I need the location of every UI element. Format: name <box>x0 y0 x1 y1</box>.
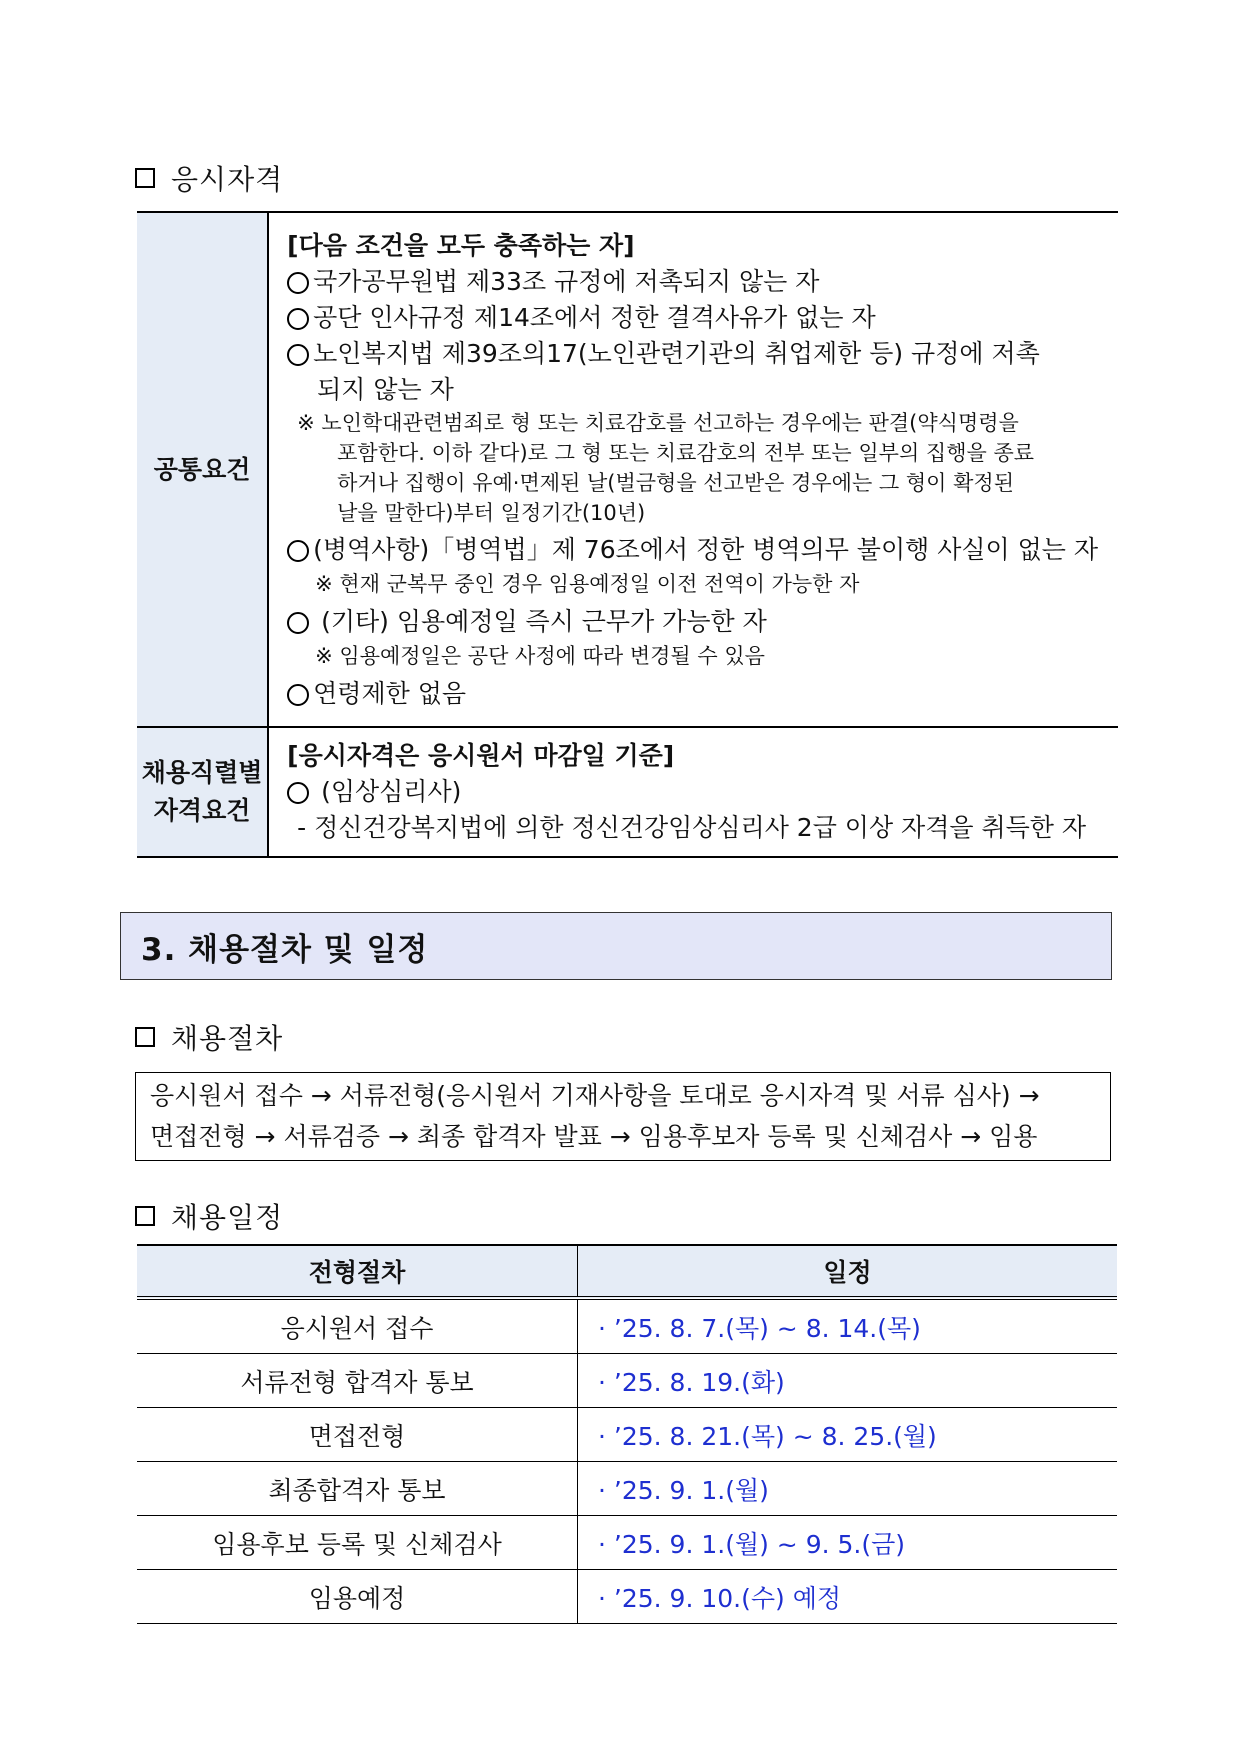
circle-bullet-icon <box>287 612 309 634</box>
table-row <box>137 1516 1117 1570</box>
list-item-continuation: 되지 않는 자 <box>317 374 454 404</box>
position-requirements-label: 채용직렬별 자격요건 <box>137 727 268 857</box>
date-cell: · ’25. 9. 10.(수) 예정 <box>578 1570 1118 1624</box>
position-detail: - 정신건강복지법에 의한 정신건강임상심리사 2급 이상 자격을 취득한 자 <box>297 813 1086 842</box>
circle-bullet-icon <box>287 684 309 706</box>
square-bullet-icon <box>135 168 155 188</box>
common-requirements-content <box>268 212 1118 727</box>
process-heading: 채용절차 <box>135 1017 283 1057</box>
list-item: 공단 인사규정 제14조에서 정한 결격사유가 없는 자 <box>287 300 1098 336</box>
common-requirements-row <box>137 212 1118 727</box>
table-row <box>137 1462 1117 1516</box>
schedule-heading: 채용일정 <box>135 1196 283 1236</box>
qualifications-table <box>137 211 1118 858</box>
table-row <box>137 1570 1117 1624</box>
list-item: 연령제한 없음 <box>287 676 1098 712</box>
date-cell: · ’25. 8. 19.(화) <box>578 1354 1118 1408</box>
schedule-table <box>137 1244 1117 1624</box>
position-title: [응시자격은 응시원서 마감일 기준] <box>287 741 675 770</box>
square-bullet-icon <box>135 1206 155 1226</box>
table-row <box>137 1354 1117 1408</box>
common-title: [다음 조건을 모두 충족하는 자] <box>287 230 635 260</box>
common-requirements-label: 공통요건 <box>137 212 268 727</box>
circle-bullet-icon <box>287 344 309 366</box>
step-cell: 임용후보 등록 및 신체검사 <box>137 1516 578 1570</box>
list-item: (병역사항)「병역법」제 76조에서 정한 병역의무 불이행 사실이 없는 자 <box>287 532 1098 568</box>
step-cell: 최종합격자 통보 <box>137 1462 578 1516</box>
date-cell: · ’25. 9. 1.(월) ~ 9. 5.(금) <box>578 1516 1118 1570</box>
step-cell: 서류전형 합격자 통보 <box>137 1354 578 1408</box>
note: ※ 임용예정일은 공단 사정에 따라 변경될 수 있음 <box>315 643 765 668</box>
circle-bullet-icon <box>287 782 309 804</box>
list-item: 국가공무원법 제33조 규정에 저촉되지 않는 자 <box>287 264 1098 300</box>
step-cell: 임용예정 <box>137 1570 578 1624</box>
table-row <box>137 1298 1117 1354</box>
process-box: 응시원서 접수 → 서류전형(응시원서 기재사항을 토대로 응시자격 및 서류 심사) → 면접전형 → 서류검증 → 최종 합격자 발표 → 임용후보자 등록 및 신체검사 → 임용 <box>135 1072 1111 1161</box>
date-cell: · ’25. 8. 7.(목) ~ 8. 14.(목) <box>578 1298 1118 1354</box>
circle-bullet-icon <box>287 308 309 330</box>
square-bullet-icon <box>135 1027 155 1047</box>
list-item: (기타) 임용예정일 즉시 근무가 가능한 자 <box>287 604 1098 640</box>
column-header-date: 일정 <box>578 1245 1118 1298</box>
step-cell: 응시원서 접수 <box>137 1298 578 1354</box>
position-requirements-row <box>137 727 1118 857</box>
column-header-step: 전형절차 <box>137 1245 578 1298</box>
step-cell: 면접전형 <box>137 1408 578 1462</box>
position-requirements-content <box>268 727 1118 857</box>
qualifications-heading: 응시자격 <box>135 158 283 198</box>
date-cell: · ’25. 8. 21.(목) ~ 8. 25.(월) <box>578 1408 1118 1462</box>
note: ※ 현재 군복무 중인 경우 임용예정일 이전 전역이 가능한 자 <box>315 571 860 596</box>
note: ※ 노인학대관련범죄로 형 또는 치료감호를 선고하는 경우에는 판결(약식명령을 포함한다. 이하 같다)로 그 형 또는 치료감호의 전부 또는 일부의 집행을 종료 하거나 집행이 유예·면제된 날(벌금형을 선고받은 경우에는 그 형이 확정된 날을 말한다)부터 일정기간(10년) <box>297 410 1035 525</box>
table-header-row <box>137 1245 1117 1298</box>
table-row <box>137 1408 1117 1462</box>
date-cell: · ’25. 9. 1.(월) <box>578 1462 1118 1516</box>
list-item: 노인복지법 제39조의17(노인관련기관의 취업제한 등) 규정에 저촉 <box>287 336 1098 372</box>
circle-bullet-icon <box>287 540 309 562</box>
list-item: (임상심리사) <box>287 774 1098 810</box>
circle-bullet-icon <box>287 272 309 294</box>
section-title: 3. 채용절차 및 일정 <box>120 912 1112 980</box>
